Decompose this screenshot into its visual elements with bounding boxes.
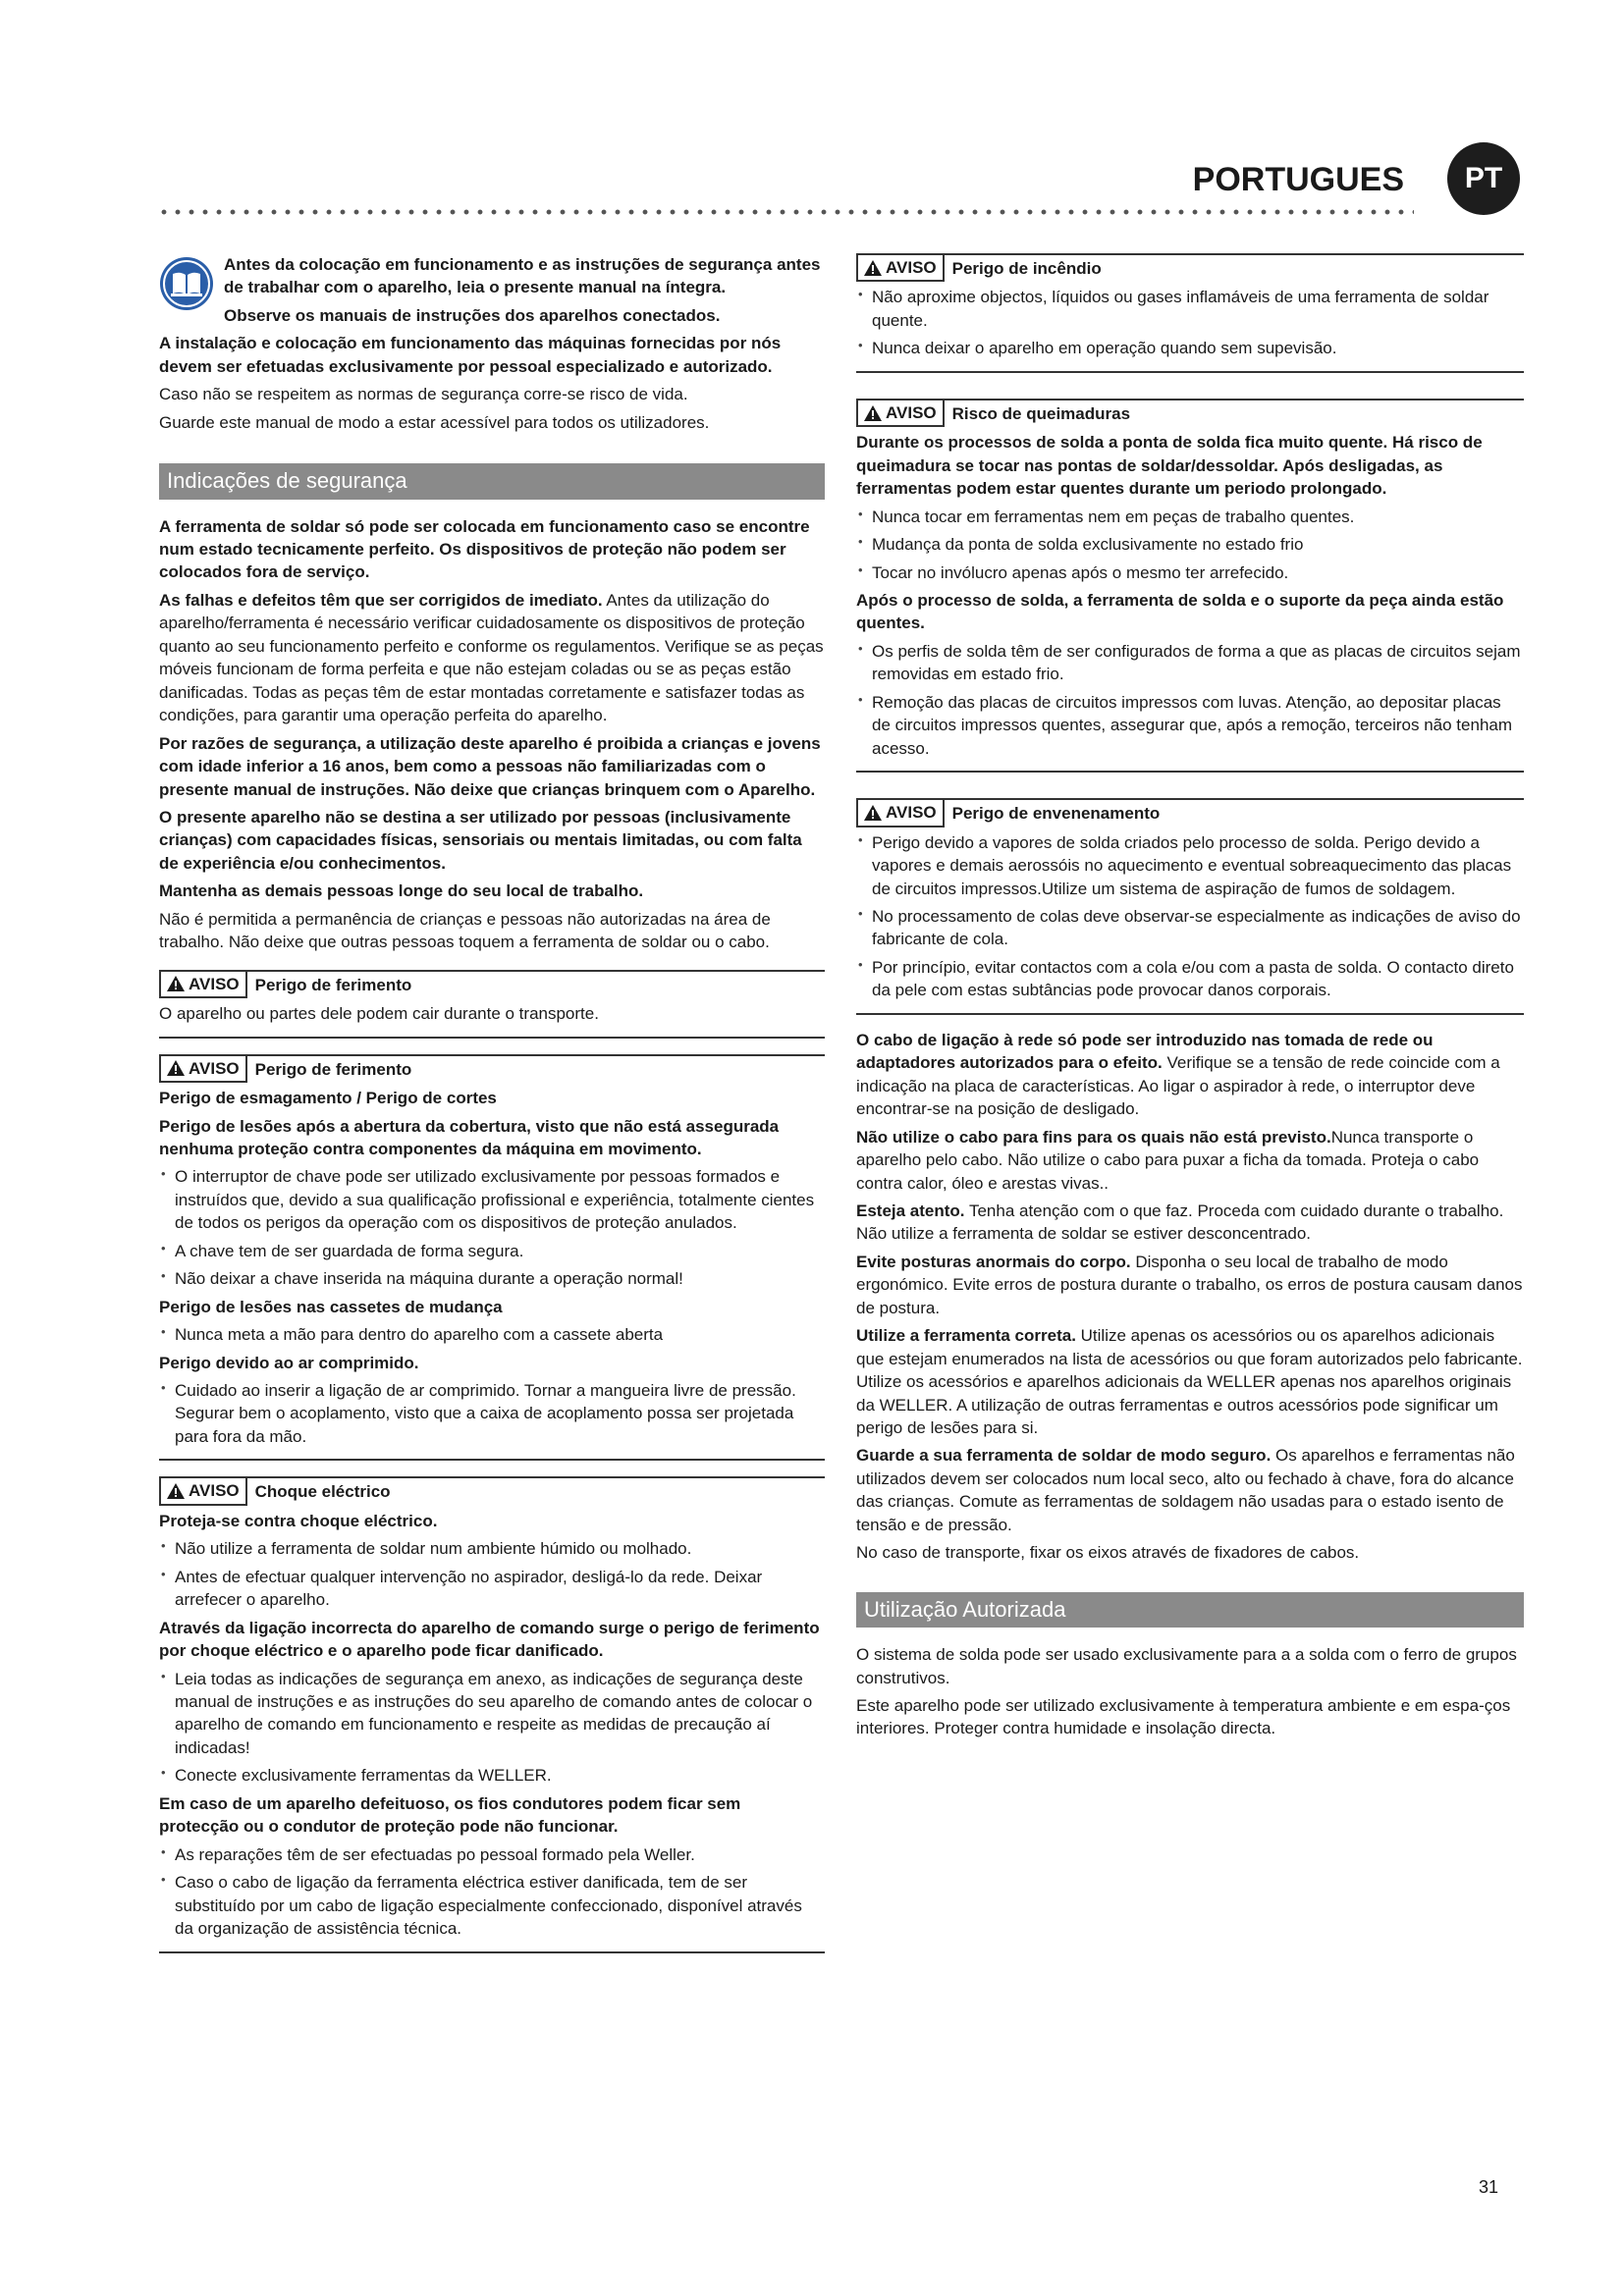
warning-list — [159, 1165, 825, 1290]
warning-list — [856, 831, 1524, 1002]
section-heading-authorized-use: Utilização Autorizada — [856, 1592, 1524, 1628]
list-item: • As reparações têm de ser efectuadas po pessoal formado pela Weller. — [159, 1843, 825, 1866]
left-column — [159, 253, 825, 1967]
warning-list — [856, 640, 1524, 760]
list-item: • Cuidado ao inserir a ligação de ar comprimido. Tornar a mangueira livre de pressão. Segurar bem o acoplamento, visto que a caixa de acoplamento possa ser projetada para fora da mão. — [159, 1379, 825, 1448]
warning-subheading: Perigo de lesões nas cassetes de mudança — [159, 1297, 503, 1316]
list-item: • Conecte exclusivamente ferramentas da WELLER. — [159, 1764, 825, 1787]
paragraph-power-cable: O cabo de ligação à rede só pode ser introduzido nas tomada de rede ou adaptadores autorizados para o efeito. Verifique se a tensão de rede coincide com a indicação na placa de características. Ao ligar o aspirador à rede, o interruptor deve encontrar-se na posição de desligado. — [856, 1030, 1500, 1119]
page-number: 31 — [1479, 2177, 1499, 2197]
safety-paragraph-6: Não é permitida a permanência de crianças e pessoas não autorizadas na área de trabalho. Não deixe que outras pessoas toquem a ferramenta de soldar ou o cabo. — [159, 909, 771, 952]
warning-title: Risco de queimaduras — [951, 403, 1131, 423]
safety-paragraph-1: A ferramenta de soldar só pode ser colocada em funcionamento caso se encontre num estado tecnicamente perfeito. Os dispositivos de proteção não podem ser colocados fora de serviço. — [159, 516, 810, 582]
paragraph-cable-use: Não utilize o cabo para fins para os quais não está previsto.Nunca transporte o aparelho pelo cabo. Não utilize o cabo para puxar a ficha da tomada. Proteja o cabo contra calor, óleo e arestas vivas.. — [856, 1127, 1480, 1193]
list-item: • Remoção das placas de circuitos impressos com luvas. Atenção, ao depositar placas de circuitos impressos quentes, assegurar que, após a remoção, terceiros não tenham acesso. — [856, 691, 1524, 760]
warning-label: AVISO — [159, 972, 247, 998]
warning-label: AVISO — [159, 1056, 247, 1083]
warning-subheading: Após o processo de solda, a ferramenta de solda e o suporte da peça ainda estão quentes. — [856, 590, 1504, 633]
list-item: • Caso o cabo de ligação da ferramenta eléctrica estiver danificada, tem de ser substituído por um cabo de ligação especialmente confeccionado, disponível através da organização de assistência técnica. — [159, 1871, 825, 1940]
warning-label: AVISO — [856, 400, 945, 427]
list-item: • Leia todas as indicações de segurança em anexo, as indicações de segurança deste manual de instruções e as instruções do seu aparelho de comando antes de colocar o aparelho de comando em funcionamento e respeite as medidas de precaução aí indicadas! — [159, 1668, 825, 1760]
list-item: • Mudança da ponta de solda exclusivamente no estado frio — [856, 533, 1524, 556]
list-item: • Tocar no invólucro apenas após o mesmo ter arrefecido. — [856, 561, 1524, 584]
list-item: • Não aproxime objectos, líquidos ou gases inflamáveis de uma ferramenta de soldar quente. — [856, 286, 1524, 332]
warning-label: AVISO — [856, 255, 945, 282]
warning-title: Perigo de incêndio — [951, 259, 1102, 278]
warning-title: Perigo de ferimento — [254, 1059, 412, 1079]
intro-line-1: Antes da colocação em funcionamento e as instruções de segurança antes de trabalhar com o aparelho, leia o presente manual na íntegra. — [224, 255, 821, 297]
paragraph-storage: Guarde a sua ferramenta de soldar de modo seguro. Os aparelhos e ferramentas não utilizados devem ser colocados num local seco, alto ou fechado à chave, fora do alcance das crianças. Comute as ferramentas de soldagem não usadas para o estado isento de tensão e de pressão. — [856, 1446, 1515, 1534]
warning-label: AVISO — [856, 800, 945, 827]
safety-paragraph-3: Por razões de segurança, a utilização deste aparelho é proibida a crianças e jovens com idade inferior a 16 anos, bem como a pessoas não familiarizadas com o presente manual de instruções. Não deixe que crianças brinquem com o Aparelho. — [159, 733, 821, 799]
list-item: • Não utilize a ferramenta de soldar num ambiente húmido ou molhado. — [159, 1537, 825, 1560]
section-heading-safety: Indicações de segurança — [159, 463, 825, 499]
warning-box-electric-shock — [159, 1476, 825, 1952]
warning-triangle-icon — [167, 976, 185, 991]
warning-triangle-icon — [167, 1060, 185, 1076]
list-item: • No processamento de colas deve observar-se especialmente as indicações de aviso do fabricante de cola. — [856, 905, 1524, 951]
paragraph-posture: Evite posturas anormais do corpo. Disponha o seu local de trabalho de modo ergonómico. Evite erros de postura durante o trabalho, os erros de postura causam danos de postura. — [856, 1252, 1523, 1317]
warning-title: Choque eléctrico — [254, 1482, 391, 1502]
safety-paragraph-2: As falhas e defeitos têm que ser corrigidos de imediato. Antes da utilização do aparelho/ferramenta é necessário verificar cuidadosamente os dispositivos de proteção quanto ao seu funcionamento perfeito e conforme os regulamentos. Verifique se as peças móveis funcionam de forma perfeita e que não estejam coladas ou se as peças estão danificadas. Todas as peças têm de estar montadas corretamente e satisfazer todas as condições, para garantir uma operação perfeita do aparelho. — [159, 590, 824, 725]
warning-subheading: Perigo devido ao ar comprimido. — [159, 1353, 419, 1372]
warning-subheading: Perigo de esmagamento / Perigo de cortes — [159, 1089, 497, 1108]
warning-list — [159, 1843, 825, 1941]
list-item: • Por princípio, evitar contactos com a cola e/ou com a pasta de solda. O contacto direto da pele com estas subtâncias pode provocar danos corporais. — [856, 956, 1524, 1002]
page-header-title: PORTUGUES — [1192, 161, 1404, 198]
warning-label: AVISO — [159, 1478, 247, 1505]
list-item: • Nunca tocar em ferramentas nem em peças de trabalho quentes. — [856, 506, 1524, 528]
authorized-use-paragraph-1: O sistema de solda pode ser usado exclusivamente para a a solda com o ferro de grupos construtivos. — [856, 1645, 1517, 1687]
warning-list — [856, 286, 1524, 359]
warning-title: Perigo de ferimento — [254, 975, 412, 994]
warning-list — [856, 506, 1524, 584]
paragraph-correct-tool: Utilize a ferramenta correta. Utilize apenas os acessórios ou os aparelhos adicionais que estejam enumerados na lista de acessórios ou que foram autorizados pelo fabricante. Utilize os acessórios e aparelhos adicionais da WELLER apenas nos aparelhos originais da WELLER. A utilização de outras ferramentas e outros acessórios pode significar um perigo de lesões para si. — [856, 1326, 1523, 1438]
read-manual-icon — [159, 256, 214, 311]
warning-list — [159, 1379, 825, 1448]
warning-subheading: Proteja-se contra choque eléctrico. — [159, 1511, 438, 1530]
intro-block — [159, 253, 825, 332]
safety-paragraph-5: Mantenha as demais pessoas longe do seu local de trabalho. — [159, 881, 644, 901]
intro-paragraph-3: Guarde este manual de modo a estar acessível para todos os utilizadores. — [159, 412, 710, 432]
warning-list — [159, 1323, 825, 1346]
warning-box-fire — [856, 253, 1524, 373]
list-item: • O interruptor de chave pode ser utilizado exclusivamente por pessoas formados e instruídos que, devido a sua qualificação profissional e experiência, totalmente cientes de todos os perigos da operação com os dispositivos de proteção anulados. — [159, 1165, 825, 1234]
list-item: • A chave tem de ser guardada de forma segura. — [159, 1240, 825, 1262]
language-badge: PT — [1447, 142, 1520, 215]
paragraph-attention: Esteja atento. Tenha atenção com o que faz. Proceda com cuidado durante o trabalho. Não utilize a ferramenta de soldar se estiver desconcentrado. — [856, 1201, 1504, 1244]
warning-triangle-icon — [864, 405, 882, 421]
warning-subheading: Em caso de um aparelho defeituoso, os fios condutores podem ficar sem protecção ou o condutor de proteção pode não funcionar. — [159, 1793, 741, 1837]
intro-paragraph-2: Caso não se respeitem as normas de segurança corre-se risco de vida. — [159, 385, 688, 404]
warning-text: O aparelho ou partes dele podem cair durante o transporte. — [159, 1004, 599, 1024]
list-item: • Antes de efectuar qualquer intervenção no aspirador, desligá-lo da rede. Deixar arrefecer o aparelho. — [159, 1566, 825, 1612]
right-column — [856, 253, 1524, 1745]
list-item: • Nunca deixar o aparelho em operação quando sem supevisão. — [856, 337, 1524, 359]
warning-box-injury-crushing — [159, 1054, 825, 1462]
warning-list — [159, 1537, 825, 1611]
list-item: • Os perfis de solda têm de ser configurados de forma a que as placas de circuitos sejam removidas em estado frio. — [856, 640, 1524, 686]
warning-box-burns — [856, 399, 1524, 773]
warning-triangle-icon — [167, 1483, 185, 1499]
warning-box-injury-transport — [159, 970, 825, 1039]
warning-triangle-icon — [864, 805, 882, 821]
authorized-use-paragraph-2: Este aparelho pode ser utilizado exclusivamente à temperatura ambiente e em espa-ços interiores. Proteger contra humidade e insolação directa. — [856, 1696, 1511, 1738]
warning-title: Perigo de envenenamento — [951, 804, 1161, 824]
warning-subheading: Perigo de lesões após a abertura da cobertura, visto que não está assegurada nenhuma proteção contra componentes da máquina em movimento. — [159, 1116, 780, 1158]
list-item: • Perigo devido a vapores de solda criados pelo processo de solda. Perigo devido a vapores e demais aerossóis no aquecimento e eventual sobreaquecimento das placas de circuitos impressos.Utilize um sistema de aspiração de fumos de soldagem. — [856, 831, 1524, 900]
list-item: • Não deixar a chave inserida na máquina durante a operação normal! — [159, 1267, 825, 1290]
warning-subheading: Durante os processos de solda a ponta de solda fica muito quente. Há risco de queimadura se tocar nas pontas de soldar/dessoldar. Após desligadas, as ferramentas podem estar quentes durante um periodo prolongado. — [856, 433, 1483, 499]
intro-paragraph-1: A instalação e colocação em funcionamento das máquinas fornecidas por nós devem ser efetuadas exclusivamente por pessoal especializado e autorizado. — [159, 334, 782, 376]
warning-triangle-icon — [864, 260, 882, 276]
safety-paragraph-4: O presente aparelho não se destina a ser utilizado por pessoas (inclusivamente crianças) com capacidades físicas, sensoriais ou mentais limitadas, ou com falta de experiência e/ou conhecimentos. — [159, 807, 802, 873]
warning-box-poisoning — [856, 798, 1524, 1015]
intro-line-2: Observe os manuais de instruções dos aparelhos conectados. — [224, 305, 721, 325]
warning-list — [159, 1668, 825, 1788]
list-item: • Nunca meta a mão para dentro do aparelho com a cassete aberta — [159, 1323, 825, 1346]
paragraph-transport: No caso de transporte, fixar os eixos através de fixadores de cabos. — [856, 1543, 1360, 1563]
dotted-divider — [157, 208, 1414, 216]
warning-subheading: Através da ligação incorrecta do aparelho de comando surge o perigo de ferimento por choque eléctrico e o aparelho pode ficar danificado. — [159, 1618, 820, 1661]
